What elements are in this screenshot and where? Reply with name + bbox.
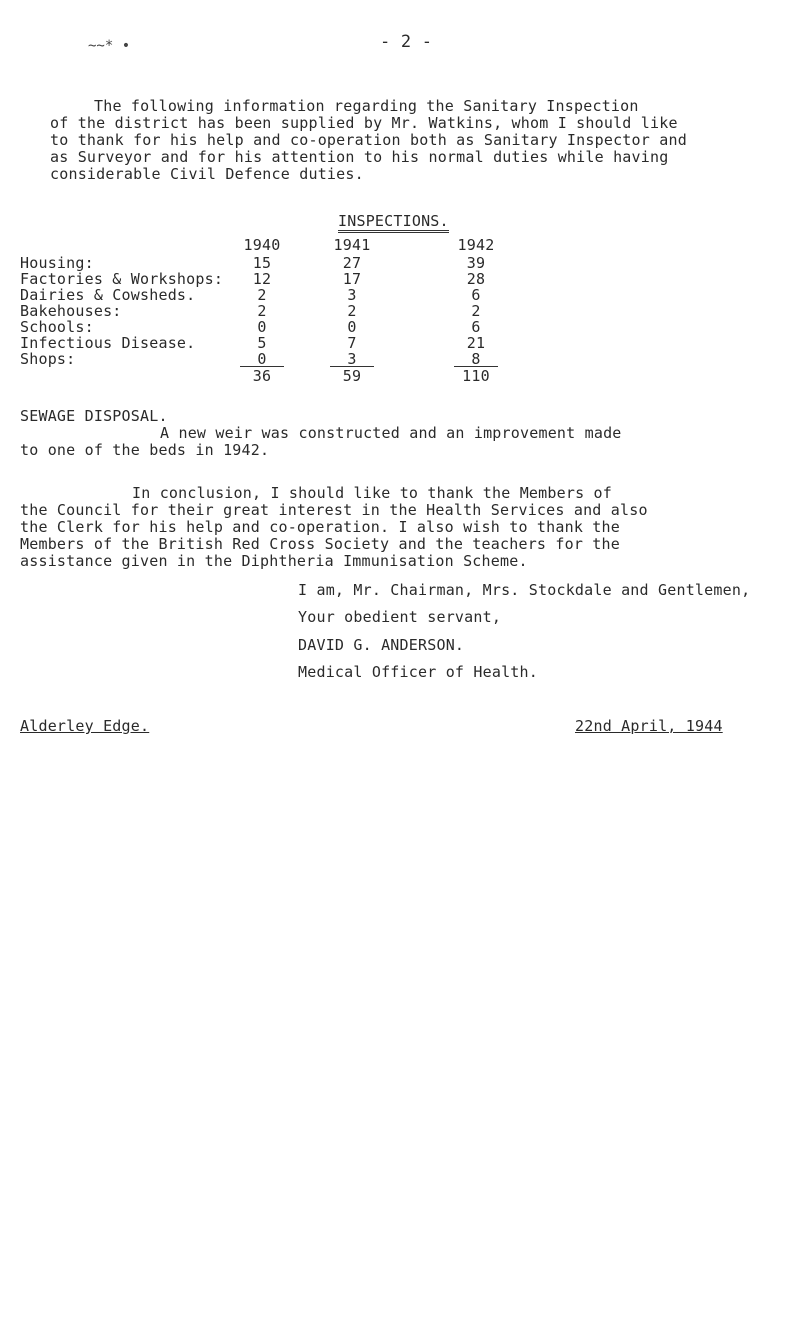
sewage-line: to one of the beds in 1942.: [20, 441, 270, 459]
cell-value: 2: [471, 302, 481, 320]
cell-value: 27: [342, 254, 362, 272]
cell-value: 28: [466, 270, 486, 288]
cell-value: 39: [466, 254, 486, 272]
sewage-line: A new weir was constructed and an improvement made: [160, 424, 622, 442]
cell-value: 2: [347, 302, 357, 320]
row-label: Housing:: [20, 254, 94, 272]
total-value: 59: [342, 367, 362, 385]
cell-value: 12: [252, 270, 272, 288]
cell-value: 17: [342, 270, 362, 288]
year-header: 1940: [243, 236, 281, 254]
valediction: Your obedient servant,: [298, 608, 502, 626]
intro-line: of the district has been supplied by Mr. Watkins, whom I should like: [50, 114, 678, 132]
intro-line: as Surveyor and for his attention to his normal duties while having: [50, 148, 669, 166]
corner-mark: ~~* •: [88, 38, 131, 54]
cell-value: 15: [252, 254, 272, 272]
cell-value: 6: [471, 318, 481, 336]
conclusion-line: assistance given in the Diphtheria Immunisation Scheme.: [20, 552, 528, 570]
row-label: Shops:: [20, 350, 76, 368]
intro-line: considerable Civil Defence duties.: [50, 165, 364, 183]
intro-line: to thank for his help and co-operation both as Sanitary Inspector and: [50, 131, 687, 149]
total-value: 110: [462, 367, 490, 385]
row-label: Schools:: [20, 318, 94, 336]
signatory-title: Medical Officer of Health.: [298, 663, 538, 681]
inspections-heading: INSPECTIONS.: [338, 213, 449, 233]
sewage-heading: SEWAGE DISPOSAL.: [20, 407, 168, 425]
cell-value: 2: [257, 286, 267, 304]
cell-value: 8: [471, 350, 481, 368]
year-header: 1941: [333, 236, 371, 254]
cell-value: 0: [257, 350, 267, 368]
conclusion-line: In conclusion, I should like to thank the Members of: [132, 484, 612, 502]
conclusion-line: the Clerk for his help and co-operation. I also wish to thank the: [20, 518, 620, 536]
cell-value: 5: [257, 334, 267, 352]
cell-value: 21: [466, 334, 486, 352]
cell-value: 0: [347, 318, 357, 336]
year-header: 1942: [457, 236, 495, 254]
cell-value: 7: [347, 334, 357, 352]
footer-place: Alderley Edge.: [20, 717, 150, 735]
row-label: Factories & Workshops:: [20, 270, 224, 288]
intro-line: The following information regarding the Sanitary Inspection: [94, 97, 639, 115]
footer-date: 22nd April, 1944: [575, 717, 723, 735]
salutation: I am, Mr. Chairman, Mrs. Stockdale and Gentlemen,: [298, 581, 751, 599]
cell-value: 3: [347, 286, 357, 304]
conclusion-line: the Council for their great interest in the Health Services and also: [20, 501, 648, 519]
cell-value: 3: [347, 350, 357, 368]
row-label: Infectious Disease.: [20, 334, 196, 352]
row-label: Dairies & Cowsheds.: [20, 286, 196, 304]
row-label: Bakehouses:: [20, 302, 122, 320]
signatory-name: DAVID G. ANDERSON.: [298, 636, 465, 654]
total-value: 36: [252, 367, 272, 385]
conclusion-line: Members of the British Red Cross Society and the teachers for the: [20, 535, 620, 553]
cell-value: 2: [257, 302, 267, 320]
page-number: - 2 -: [380, 32, 433, 52]
cell-value: 0: [257, 318, 267, 336]
cell-value: 6: [471, 286, 481, 304]
